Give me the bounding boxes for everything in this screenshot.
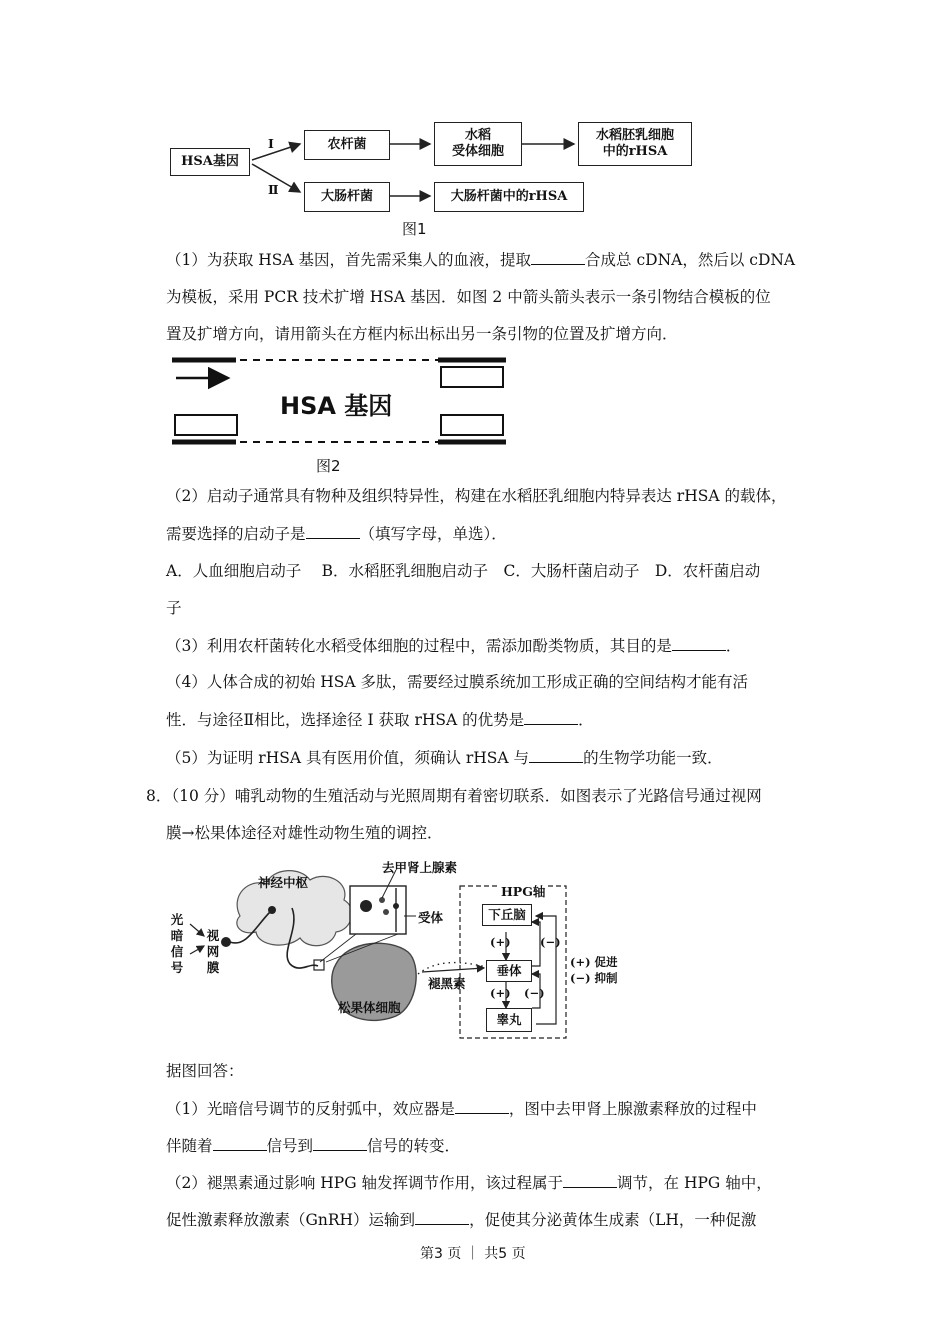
answer-blank[interactable] bbox=[529, 746, 583, 763]
ecoli-box: 大肠杆菌 bbox=[304, 182, 390, 212]
answer-blank[interactable] bbox=[531, 248, 585, 265]
hypothalamus-box: 下丘脑 bbox=[482, 904, 532, 926]
light-signal-label: 光暗信号 bbox=[170, 912, 184, 975]
q8-line2: 膜→松果体途径对雄性动物生殖的调控． bbox=[166, 824, 443, 842]
answer-blank[interactable] bbox=[672, 634, 726, 651]
answer-blank[interactable] bbox=[313, 1134, 367, 1151]
figure2-caption: 图2 bbox=[316, 457, 341, 475]
q7-2-options-cont: 子 bbox=[166, 599, 182, 617]
melatonin-label: 褪黑素 bbox=[428, 976, 466, 991]
nerve-center-label: 神经中枢 bbox=[258, 875, 309, 890]
retina-label: 视网膜 bbox=[206, 928, 220, 975]
q8-1-line2: 伴随着 信号到 信号的转变． bbox=[166, 1134, 460, 1157]
testis-box: 睾丸 bbox=[486, 1008, 532, 1032]
q7-3: （3）利用农杆菌转化水稻受体细胞的过程中，需添加酚类物质，其目的是 ． bbox=[166, 634, 741, 657]
q7-4-line1: （4）人体合成的初始 HSA 多肽，需要经过膜系统加工形成正确的空间结构才能有活 bbox=[166, 673, 749, 691]
rice-recipient-box: 水稻 受体细胞 bbox=[434, 122, 522, 166]
figure1-caption: 图1 bbox=[402, 220, 427, 238]
q8-line1: 8．（10 分）哺乳动物的生殖活动与光照周期有着密切联系．如图表示了光路信号通过视网 bbox=[146, 787, 762, 805]
legend-inhibit: (−) 抑制 bbox=[570, 971, 618, 985]
q7-5: （5）为证明 rHSA 具有医用价值，须确认 rHSA 与 的生物学功能一致． bbox=[166, 746, 723, 769]
figure2 bbox=[170, 352, 510, 448]
pituitary-box: 垂体 bbox=[486, 960, 532, 982]
q7-2-line1: （2）启动子通常具有物种及组织特异性，构建在水稻胚乳细胞内特异表达 rHSA 的载体， bbox=[166, 487, 787, 505]
rice-endosperm-box: 水稻胚乳细胞 中的rHSA bbox=[578, 122, 692, 166]
figure1 bbox=[160, 112, 700, 242]
answer-blank[interactable] bbox=[563, 1171, 617, 1188]
receptor-label: 受体 bbox=[418, 910, 444, 925]
norepinephrine-label: 去甲肾上腺素 bbox=[382, 860, 458, 875]
agrobacterium-box: 农杆菌 bbox=[304, 130, 390, 160]
inhibit-sign-lower: (−) bbox=[524, 986, 545, 1000]
ecoli-rhsa-box: 大肠杆菌中的rHSA bbox=[434, 182, 584, 212]
answer-blank[interactable] bbox=[455, 1097, 509, 1114]
hsa-gene-box: HSA基因 bbox=[170, 148, 250, 176]
page-footer: 第3 页 ｜ 共5 页 bbox=[420, 1246, 526, 1262]
pineal-cell-label: 松果体细胞 bbox=[338, 1000, 401, 1015]
primer-box-top-right[interactable] bbox=[440, 366, 504, 388]
inhibit-sign-upper: (−) bbox=[540, 935, 561, 949]
q8-intro: 据图回答： bbox=[166, 1062, 244, 1080]
q7-1-line2: 为模板，采用 PCR 技术扩增 HSA 基因．如图 2 中箭头箭头表示一条引物结合模板的位 bbox=[166, 288, 771, 306]
q8-2-line2: 促性激素释放激素（GnRH）运输到 ，促使其分泌黄体生成素（LH，一种促激 bbox=[166, 1208, 756, 1231]
route-two-label: Ⅱ bbox=[268, 182, 279, 197]
legend-promote: (+) 促进 bbox=[570, 955, 618, 969]
promote-sign-upper: (+) bbox=[490, 935, 511, 949]
hpg-axis-label: HPG轴 bbox=[498, 882, 548, 900]
q8-2-line1: （2）褪黑素通过影响 HPG 轴发挥调节作用，该过程属于 调节，在 HPG 轴中， bbox=[166, 1171, 772, 1194]
q8-1-line1: （1）光暗信号调节的反射弧中，效应器是 ，图中去甲肾上腺激素释放的过程中 bbox=[166, 1097, 757, 1120]
answer-blank[interactable] bbox=[524, 708, 578, 725]
primer-box-bottom-left[interactable] bbox=[174, 414, 238, 436]
q7-1-line3: 置及扩增方向，请用箭头在方框内标出标出另一条引物的位置及扩增方向． bbox=[166, 325, 678, 343]
figure3 bbox=[160, 856, 630, 1044]
route-one-label: Ⅰ bbox=[268, 136, 274, 151]
primer-box-bottom-right[interactable] bbox=[440, 414, 504, 436]
q7-2-line2: 需要选择的启动子是 （填写字母，单选）． bbox=[166, 522, 507, 545]
promote-sign-lower: (+) bbox=[490, 986, 511, 1000]
answer-blank[interactable] bbox=[415, 1208, 469, 1225]
answer-blank[interactable] bbox=[306, 522, 360, 539]
answer-blank[interactable] bbox=[213, 1134, 267, 1151]
q7-1-line1: （1）为获取 HSA 基因，首先需采集人的血液，提取 合成总 cDNA，然后以 cDNA bbox=[166, 248, 795, 271]
q7-2-options: A．人血细胞启动子 B．水稻胚乳细胞启动子 C．大肠杆菌启动子 D．农杆菌启动 bbox=[166, 562, 761, 580]
q7-4-line2: 性．与途径Ⅱ相比，选择途径 I 获取 rHSA 的优势是 ． bbox=[166, 708, 594, 731]
hsa-gene-label: HSA 基因 bbox=[280, 392, 393, 420]
